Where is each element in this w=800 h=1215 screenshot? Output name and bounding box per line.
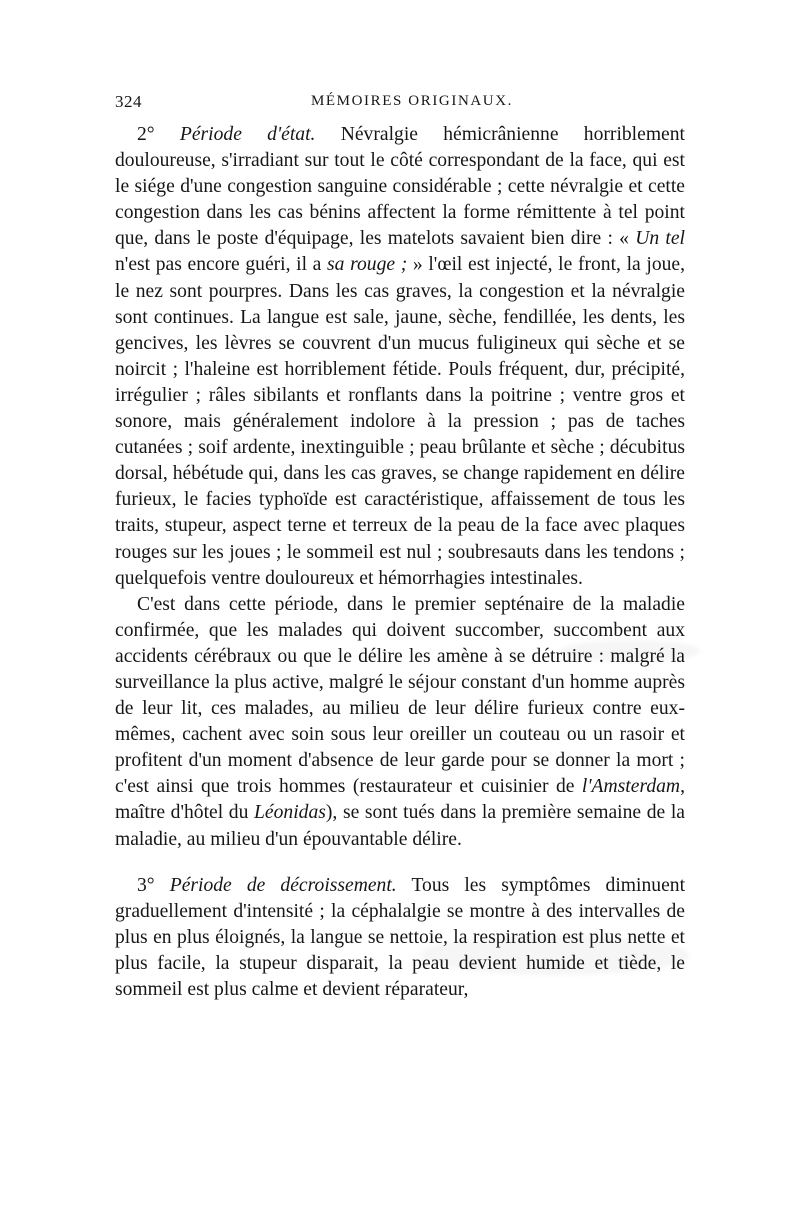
paragraph-text: , maître d'hôtel du — [115, 776, 685, 824]
section-number: 3° — [137, 874, 170, 896]
section-number: 2° — [137, 124, 180, 145]
body-text — [115, 122, 685, 1003]
section-heading: Période d'état. — [179, 124, 316, 145]
paragraph-periode-decroissement — [115, 873, 685, 1003]
page-header — [115, 92, 685, 122]
page-number: 324 — [115, 92, 142, 111]
paragraph-periode-etat — [115, 122, 685, 592]
paragraph-text: n'est pas encore guéri, il a — [115, 254, 328, 276]
ship-name: Léonidas — [254, 802, 326, 824]
quoted-phrase: sa rouge ; — [327, 254, 408, 276]
paragraph-deaths — [115, 592, 685, 853]
ship-name: l'Amsterdam — [581, 776, 681, 798]
section-heading: Période de décroissement. — [169, 874, 397, 896]
paragraph-text: » l'œil est injecté, le front, la joue, le nez sont pourpres. Dans les cas graves, la congestion et la névralgie sont continues. La langue est sale, jaune, sèche, fendillée, les dents, les gencives, les lèvres se couvrent d'un mucus fuligineux qui sèche et se noircit ; l'haleine est horriblement fétide. Pouls fréquent, dur, précipité, irrégulier ; râles sibilants et ronflants dans la poitrine ; ventre gros et sonore, mais généralement indolore à la pression ; pas de taches cutanées ; soif ardente, inextinguible ; peau brûlante et sèche ; décubitus dorsal, hébétude qui, dans les cas graves, se change rapidement en délire furieux, le facies typhoïde est caractéristique, affaissement de tous les traits, stupeur, aspect terne et terreux de la peau de la face avec plaques rouges sur les joues ; le sommeil est nul ; soubresauts dans les tendons ; quelquefois ventre douloureux et hémorrhagies intestinales. — [115, 254, 686, 589]
paragraph-text: Tous les symptômes diminuent graduellement d'intensité ; la céphalalgie se montre à des intervalles de plus en plus éloignés, la langue se nettoie, la respiration est plus nette et plus facile, la stupeur disparait, la peau devient humide et tiède, le sommeil est plus calme et devient réparateur, — [115, 874, 686, 1000]
paragraph-text: Névralgie hémicrânienne horriblement douloureuse, s'irradiant sur tout le côté correspondant de la face, qui est le siége d'une congestion sanguine considérable ; cette névralgie et cette congestion dans les cas bénins affectent la forme rémittente à tel point que, dans le poste d'équipage, les matelots savaient bien dire : « — [115, 124, 685, 250]
paragraph-text: ), se sont tués dans la première semaine de la maladie, au milieu d'un épouvantable délire. — [115, 802, 685, 850]
paragraph-text: C'est dans cette période, dans le premier septénaire de la maladie confirmée, que les malades qui doivent succomber, succombent aux accidents cérébraux ou que le délire les amène à se détruire : malgré la surveillance la plus active, malgré le séjour constant d'un homme auprès de leur lit, ces malades, au milieu de leur délire furieux contre eux-mêmes, cachent avec soin sous leur oreiller un couteau ou un rasoir et profitent d'un moment d'absence de leur garde pour se donner la mort ; c'est ainsi que trois hommes (restaurateur et cuisinier de — [115, 593, 685, 798]
quoted-phrase: Un tel — [635, 228, 685, 250]
book-page — [115, 92, 685, 1003]
running-head: MÉMOIRES ORIGINAUX. — [310, 93, 514, 109]
